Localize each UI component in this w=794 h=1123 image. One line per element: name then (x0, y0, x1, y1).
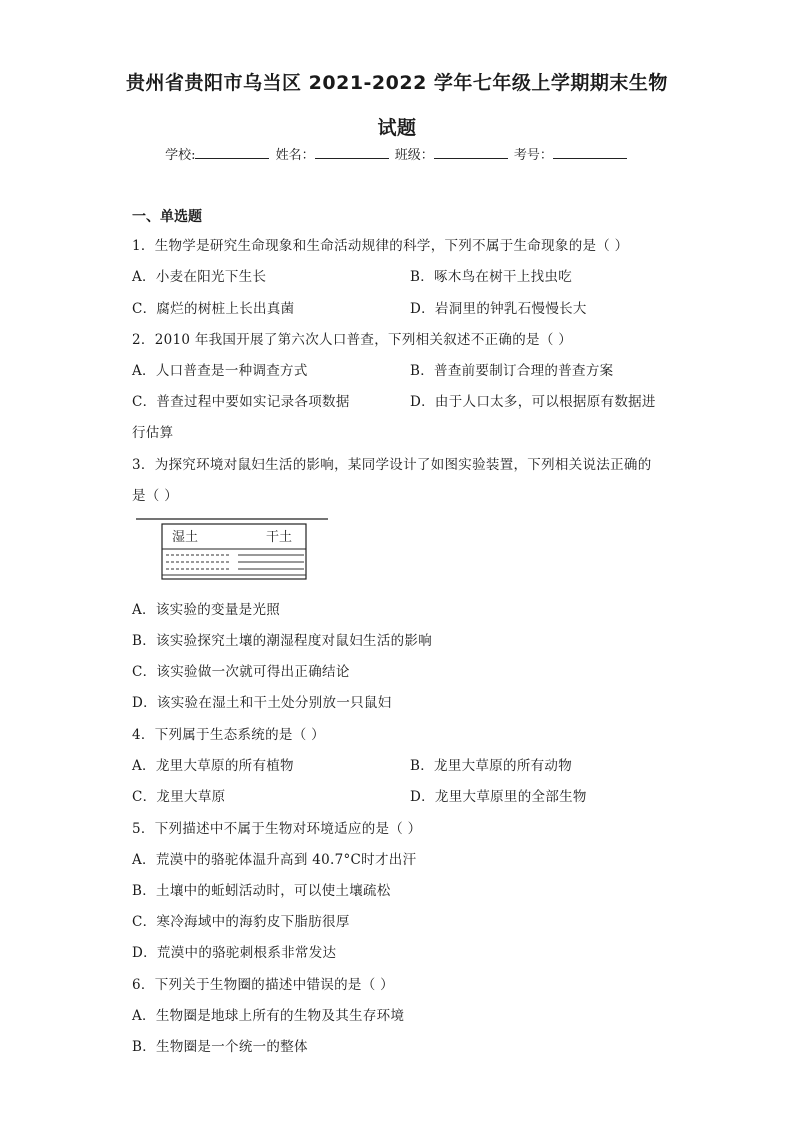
q2-option-a: A．人口普查是一种调查方式 (132, 363, 308, 379)
q2-option-d: D．由于人口太多，可以根据原有数据进 (410, 394, 656, 410)
q1-option-c: C．腐烂的树桩上长出真菌 (132, 301, 295, 317)
q5-option-c: C．寒冷海域中的海豹皮下脂肪很厚 (132, 914, 350, 930)
q4-option-b: B．龙里大草原的所有动物 (410, 758, 573, 774)
wet-soil-label: 湿土 (172, 530, 199, 545)
q1-stem: 1．生物学是研究生命现象和生命活动规律的科学，下列不属于生命现象的是（ ） (132, 238, 629, 254)
q6-stem: 6．下列关于生物圈的描述中错误的是（ ） (132, 977, 394, 993)
q3-option-a: A．该实验的变量是光照 (132, 602, 281, 618)
q3-option-d: D．该实验在湿土和干土处分别放一只鼠妇 (132, 695, 392, 711)
q3-stem-line2: 是（ ） (132, 488, 178, 504)
school-label: 学校: (165, 148, 196, 163)
name-blank[interactable] (315, 146, 389, 159)
q2-stem: 2．2010 年我国开展了第六次人口普查，下列相关叙述不正确的是（ ） (132, 332, 573, 348)
q5-option-d: D．荒漠中的骆驼刺根系非常发达 (132, 945, 337, 961)
experiment-figure (136, 514, 330, 582)
q1-option-b: B．啄木鸟在树干上找虫吃 (410, 269, 573, 285)
q2-option-d-continued: 行估算 (132, 425, 174, 441)
page-title-line2: 试题 (377, 117, 417, 139)
q6-option-a: A．生物圈是地球上所有的生物及其生存环境 (132, 1008, 405, 1024)
q5-option-b: B．土壤中的蚯蚓活动时，可以使土壤疏松 (132, 883, 391, 899)
name-label: 姓名： (275, 148, 315, 163)
q3-stem-line1: 3．为探究环境对鼠妇生活的影响，某同学设计了如图实验装置，下列相关说法正确的 (132, 457, 652, 473)
q5-option-a: A．荒漠中的骆驼体温升高到 40.7°C时才出汗 (132, 852, 417, 868)
q4-option-d: D．龙里大草原里的全部生物 (410, 789, 587, 805)
class-blank[interactable] (434, 146, 508, 159)
number-label: 考号： (513, 148, 553, 163)
q3-option-b: B．该实验探究土壤的潮湿程度对鼠妇生活的影响 (132, 633, 433, 649)
q4-option-c: C．龙里大草原 (132, 789, 226, 805)
q2-option-b: B．普查前要制订合理的普查方案 (410, 363, 614, 379)
q4-option-a: A．龙里大草原的所有植物 (132, 758, 294, 774)
q1-option-a: A．小麦在阳光下生长 (132, 269, 267, 285)
q1-option-d: D．岩洞里的钟乳石慢慢长大 (410, 301, 587, 317)
page-title-line1: 贵州省贵阳市乌当区 2021-2022 学年七年级上学期期末生物 (126, 72, 668, 94)
experiment-apparatus-drawing (136, 514, 330, 582)
school-blank[interactable] (195, 146, 269, 159)
section-title: 一、单选题 (132, 209, 202, 225)
q4-stem: 4．下列属于生态系统的是（ ） (132, 727, 325, 743)
class-label: 班级： (394, 148, 434, 163)
student-info-row (0, 144, 794, 163)
q3-option-c: C．该实验做一次就可得出正确结论 (132, 664, 350, 680)
q6-option-b: B．生物圈是一个统一的整体 (132, 1039, 308, 1055)
dry-soil-label: 干土 (266, 530, 293, 545)
q2-option-c: C．普查过程中要如实记录各项数据 (132, 394, 350, 410)
q5-stem: 5．下列描述中不属于生物对环境适应的是（ ） (132, 821, 422, 837)
number-blank[interactable] (553, 146, 627, 159)
